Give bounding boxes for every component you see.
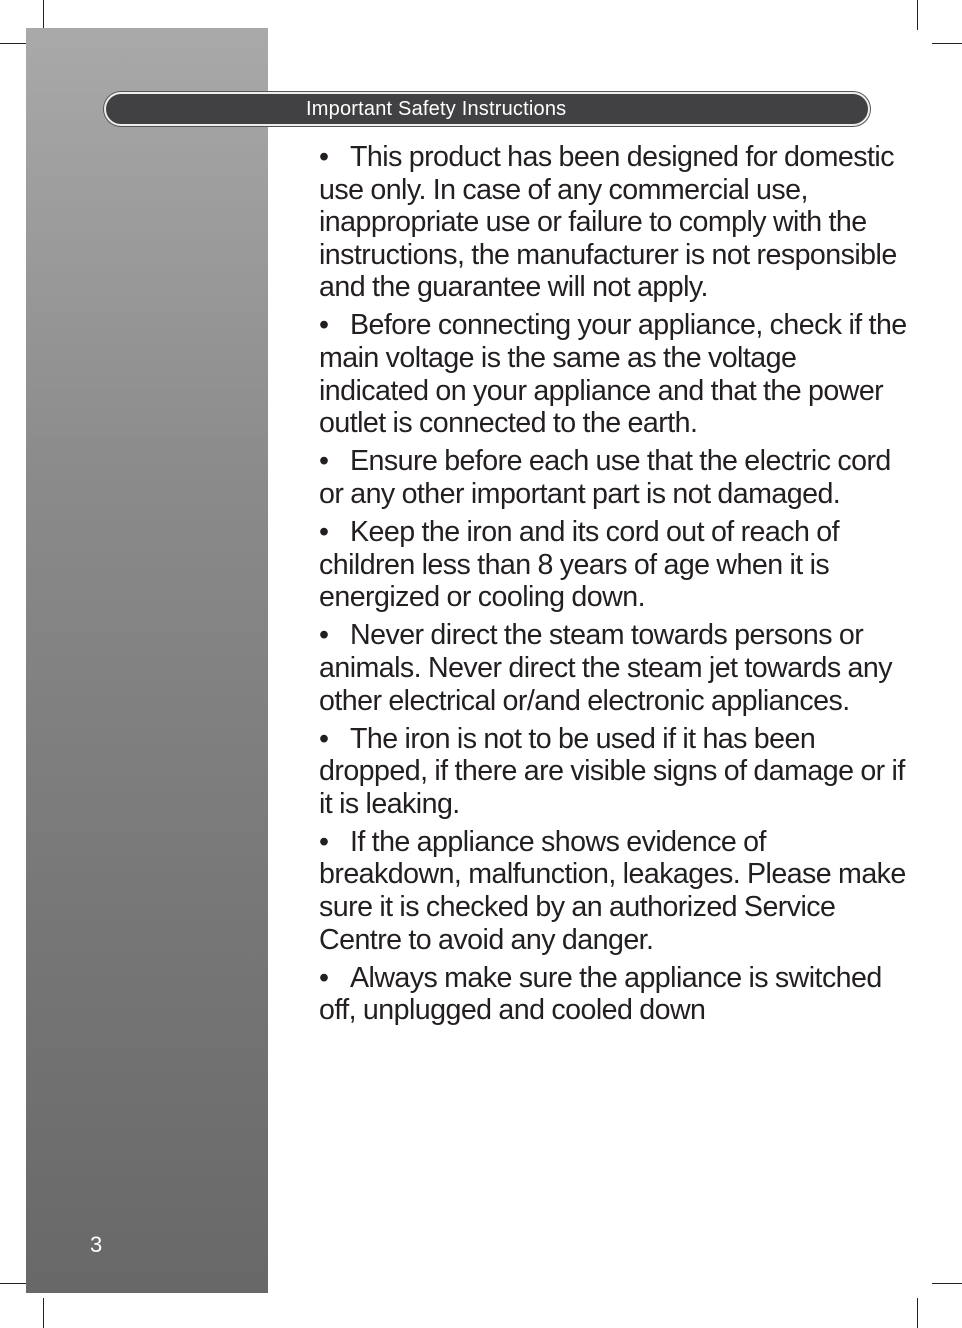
instruction-text: Keep the iron and its cord out of reach of children less than 8 years of age when it is energized or cooling down. (319, 516, 840, 614)
bullet: • (319, 141, 329, 173)
bullet: • (319, 961, 329, 994)
crop-mark (932, 43, 962, 44)
instruction-text: The iron is not to be used if it has been dropped, if there are visible signs of damage or if it is leaking. (319, 722, 905, 820)
bullet: • (319, 825, 329, 858)
instruction-text: This product has been designed for domestic use only. In case of any commercial use, inappropriate use or failure to comply with the instructions, the manufacturer is not responsible and the guarantee will not apply. (319, 141, 897, 304)
crop-mark (43, 1298, 44, 1328)
crop-mark (917, 0, 918, 30)
sidebar-panel (26, 28, 268, 1293)
instruction-item (319, 619, 909, 717)
instruction-item (319, 962, 909, 1027)
bullet: • (319, 516, 329, 549)
instruction-text: If the appliance shows evidence of breakdown, malfunction, leakages. Please make sure it is checked by an authorized Service Centre to avoid any danger. (319, 825, 906, 956)
crop-mark (43, 0, 44, 30)
safety-instructions-list (319, 141, 909, 1032)
crop-mark (917, 1298, 918, 1328)
instruction-item (319, 445, 909, 510)
bullet: • (319, 722, 329, 755)
instruction-text: Always make sure the appliance is switched off, unplugged and cooled down (319, 961, 882, 1027)
instruction-item (319, 141, 909, 304)
bullet: • (319, 309, 329, 342)
instruction-text: Ensure before each use that the electric cord or any other important part is not damaged. (319, 445, 891, 510)
page-number: 3 (90, 1232, 103, 1257)
crop-mark (932, 1283, 962, 1284)
instruction-text: Before connecting your appliance, check if the main voltage is the same as the voltage indicated on your appliance and that the power outlet is connected to the earth. (319, 309, 907, 440)
instruction-item (319, 309, 909, 439)
section-title: Important Safety Instructions (306, 98, 567, 120)
bullet: • (319, 445, 329, 478)
instruction-item (319, 516, 909, 614)
instruction-item (319, 723, 909, 821)
instruction-text: Never direct the steam towards persons or animals. Never direct the steam jet towards any other electrical or/and electronic appliances. (319, 619, 892, 717)
bullet: • (319, 619, 329, 652)
instruction-item (319, 826, 909, 956)
